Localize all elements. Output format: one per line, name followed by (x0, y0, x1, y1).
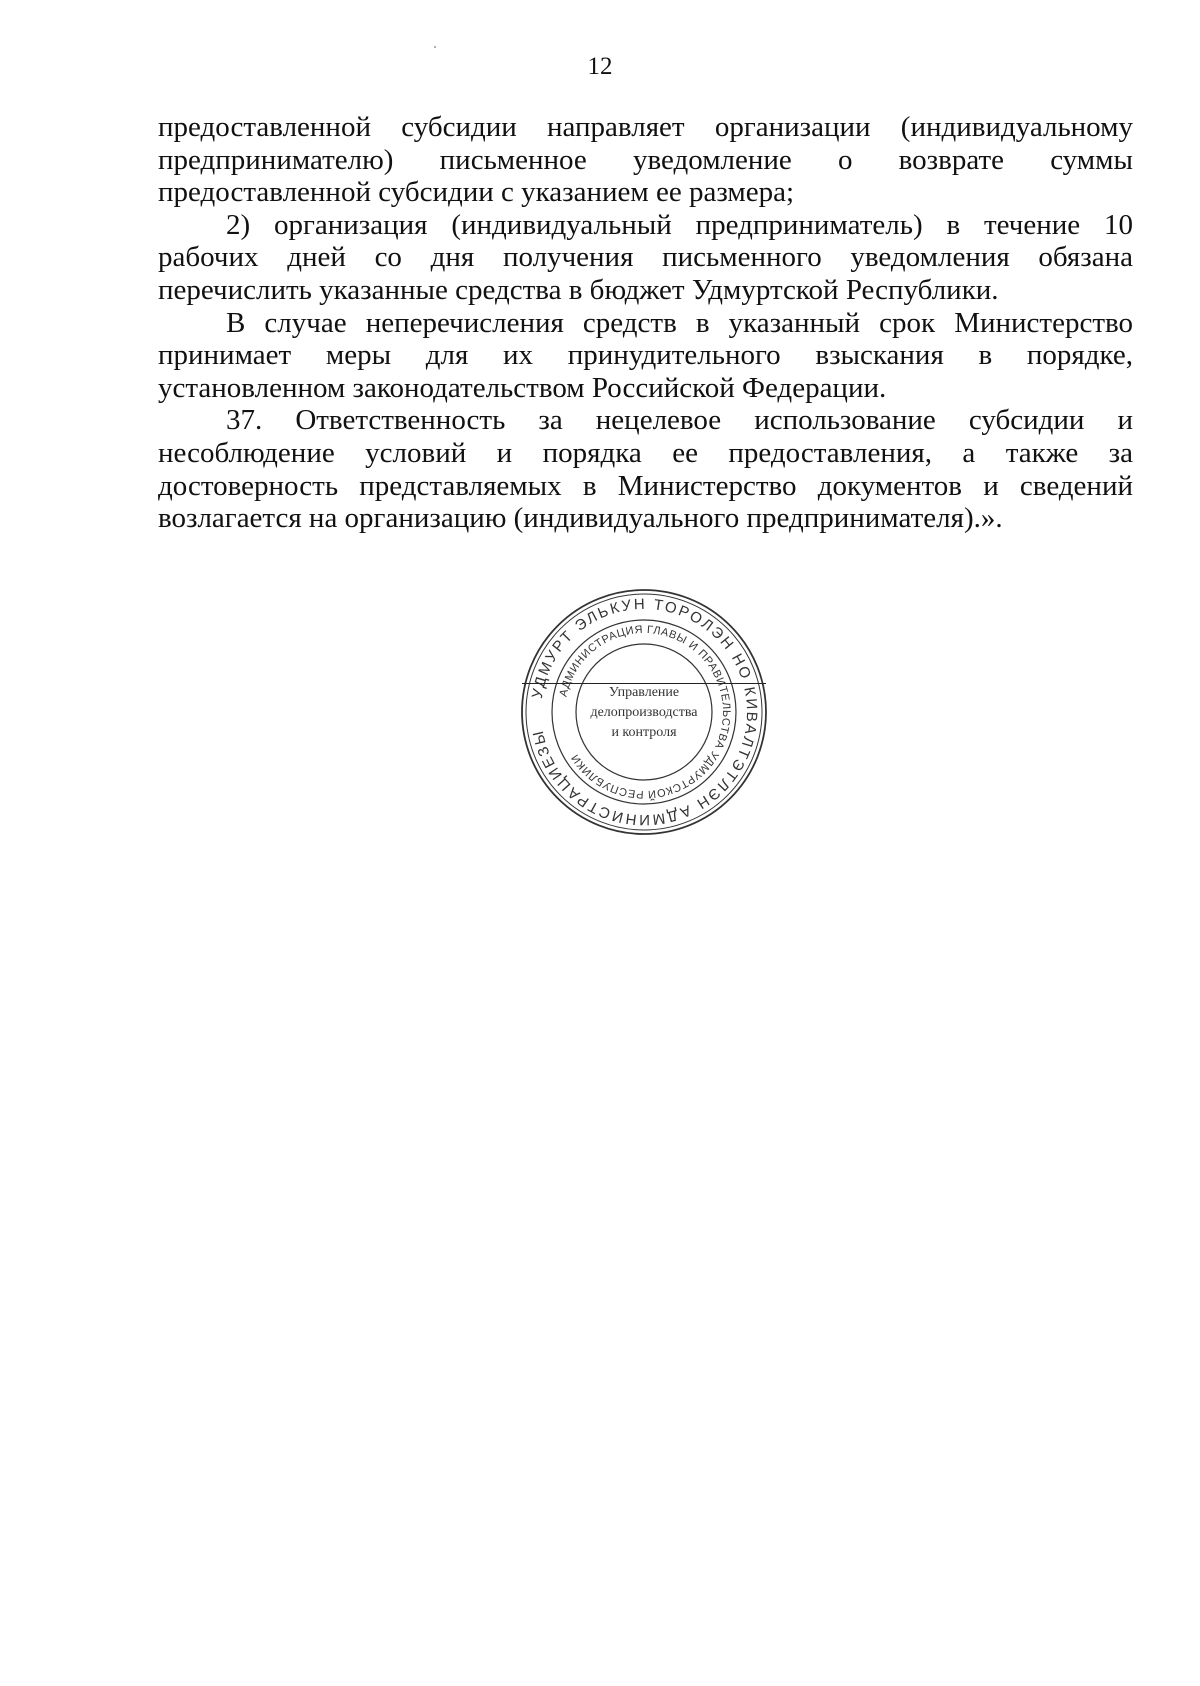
paragraph: предоставленной субсидии направляет организации (индивидуальному предпринимателю) письменное уведомление о возврате суммы предоставленной субсидии с указанием ее размера; (158, 111, 1133, 209)
page-number: 12 (587, 53, 613, 80)
document-body (158, 111, 1133, 535)
seal-graphic (518, 586, 770, 838)
seal-inner-text: АДМИНИСТРАЦИЯ ГЛАВЫ И ПРАВИТЕЛЬСТВА УДМУРТСКОЙ РЕСПУБЛИКИ (557, 623, 733, 801)
signature-line (522, 683, 766, 684)
seal-outer-text: УДМУРТ ЭЛЬКУН ТОРОЛЭН НО КИВАЛТЭТЛЭН АДМИНИСТРАЦИЕЗЫ (528, 595, 761, 829)
paragraph: В случае неперечисления средств в указанный срок Министерство принимает меры для их принудительного взыскания в порядке, установленном законодательством Российской Федерации. (158, 306, 1133, 404)
official-seal (518, 586, 770, 838)
seal-center-line: и контроля (611, 725, 677, 740)
seal-center-line: делопроизводства (590, 705, 698, 720)
paragraph: 37. Ответственность за нецелевое использование субсидии и несоблюдение условий и порядка ее предоставления, а также за достоверность представляемых в Министерство документов и сведений возлагается на организацию (индивидуального предпринимателя).». (158, 404, 1133, 535)
paragraph: 2) организация (индивидуальный предприниматель) в течение 10 рабочих дней со дня получения письменного уведомления обязана перечислить указанные средства в бюджет Удмуртской Республики. (158, 208, 1133, 306)
seal-center-line: Управление (608, 685, 680, 700)
scan-speck (434, 46, 436, 48)
